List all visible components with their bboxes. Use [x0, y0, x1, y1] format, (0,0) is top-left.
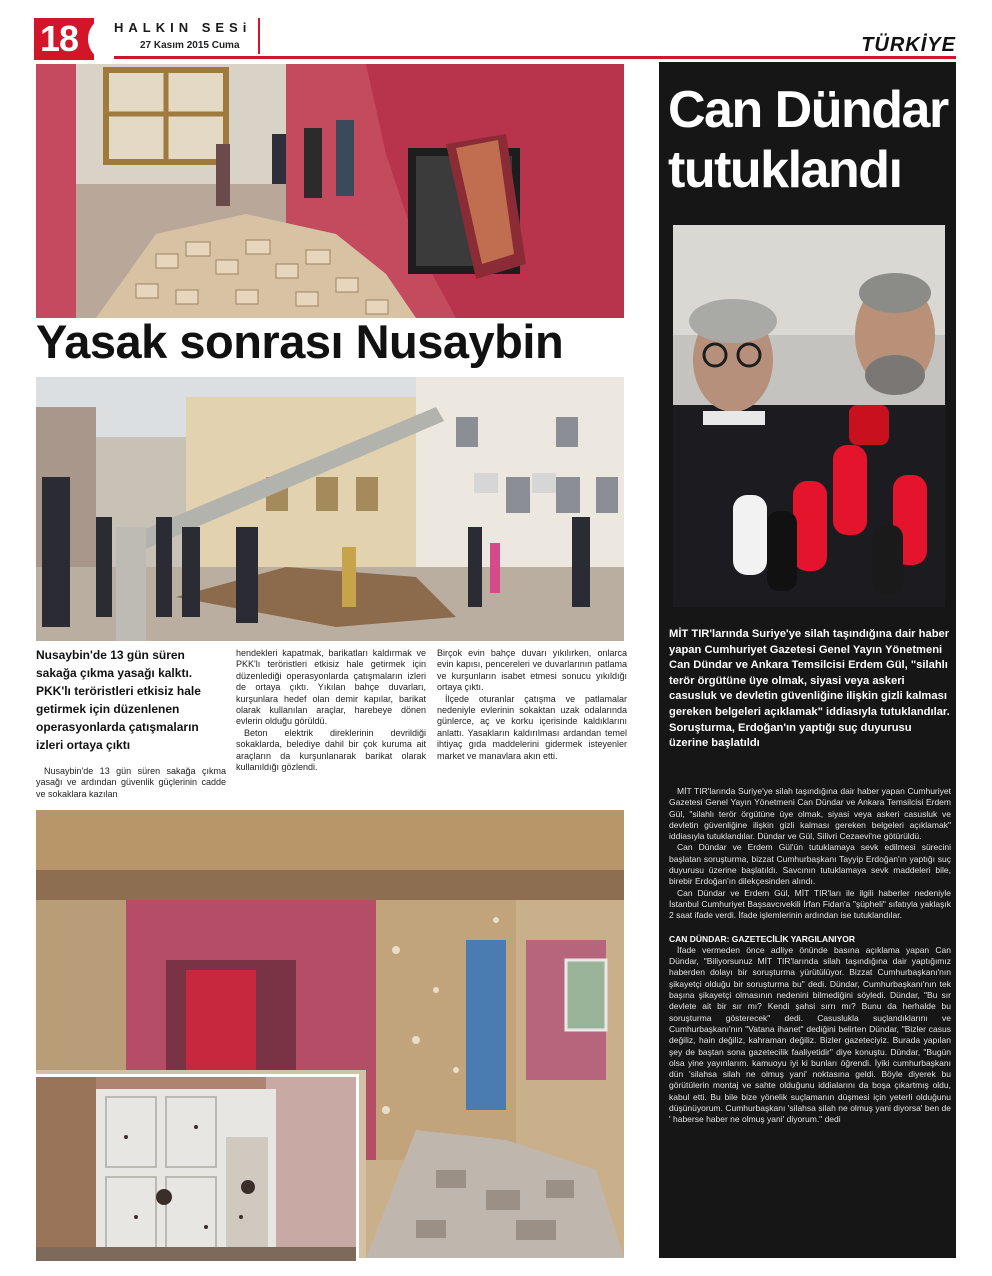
right-headline-line-2: tutuklandı — [668, 141, 902, 199]
right-headline — [668, 80, 953, 200]
paragraph: Can Dündar ve Erdem Gül, MİT TIR'ları ile ilgili haberler nedeniyle İstanbul Cumhuriyet Başsavcıvekili İrfan Fidan'a "şüpheli" sıfatıyla yaklaşık 2 saat ifade verdi. İfade işlemlerinin ardından ise tutuklandılar. — [669, 887, 951, 921]
header-divider — [258, 18, 260, 54]
photo-dundar-gul-press-image — [673, 225, 945, 607]
photo-rubble-house — [36, 64, 624, 318]
left-story-column-2 — [236, 648, 426, 773]
right-story-subhead: CAN DÜNDAR: GAZETECİLİK YARGILANIYOR — [669, 933, 856, 944]
right-headline-line-1: Can Dündar — [668, 81, 948, 139]
newspaper-name: HALKIN SESi — [114, 20, 252, 35]
paragraph: Nusaybin'de 13 gün süren sakağa çıkma yasağı ve ardından güvenlik güçlerinin cadde ve sokaklara kazılan — [36, 766, 226, 799]
paragraph: İlçede oturanlar çatışma ve patlamalar nedeniyle evlerinin sokaktan uzak odalarında günlerce, aç ve korku içerisinde kaldıklarını anlattı. Yasakların kaldırılması ardandan temel ihtiyaç gıda maddelerini gidermek isteyenler market ve manavlara akın etti. — [437, 693, 627, 761]
issue-date: 27 Kasım 2015 Cuma — [140, 40, 240, 51]
left-story-column-3 — [437, 648, 627, 762]
photo-bullet-gate-image — [36, 1077, 356, 1261]
paragraph: MİT TIR'larında Suriye'ye silah taşındığına dair haber yapan Cumhuriyet Gazetesi Genel Yayın Yönetmeni Can Dündar ve Ankara Temsilcisi Erdem Gül, "silahlı terör örgütüne üye olmak, siyasi veya askeri casusluk ve devletin güvenliğine ilişkin gizli kalması gereken belgeleri açıklamak" iddiasıyla tutuklandılar. Dündar ve Gül, Silivri Cezaevi'ne götürüldü. — [669, 786, 951, 842]
right-story-body — [669, 786, 951, 1126]
header-rule — [114, 56, 956, 59]
right-story-lede: MİT TIR'larında Suriye'ye silah taşındığına dair haber yapan Cumhuriyet Gazetesi Genel Yayın Yönetmeni Can Dündar ve Ankara Temsilcisi Erdem Gül, "silahlı terör örgütüne üye olmak, siyasi veya askeri casusluk ve devletin güvenliğine ilişkin gizli kalması gereken belgeleri açıklamak" iddiasıyla tutuklandılar. Soruşturma, Erdoğan'ın yaptığı suç duyurusu üzerine başlatıldı — [669, 628, 950, 750]
photo-street-fallen-pole-image — [36, 377, 624, 641]
photo-street-fallen-pole — [36, 377, 624, 641]
left-headline: Yasak sonrası Nusaybin — [36, 315, 564, 368]
photo-bullet-gate — [36, 1074, 359, 1261]
left-story-lede: Nusaybin'de 13 gün süren sakağa çıkma yasağı kalktı. PKK'lı teröristleri etkisiz hale getirmek için düzenlenen operasyonlarda çatışmaların izleri ortaya çıktı — [36, 648, 201, 752]
paragraph: İfade vermeden önce adliye önünde basına açıklama yapan Can Dündar, "Biliyorsunuz MİT TIR'larında silah taşındığına dair yaptığımız haberden dolayı bir soruşturma yürütülüyor. Bizzat Cumhurbaşkanı'nın şikayetçi olduğu bir soruşturma bu" dedi. Dündar, Cumhurbaşkanı'nın tek başına şikayetçi olmasının nedenini bilmediğini söyledi. Dündar, "Bu sır devlete ait bir sır mı? Kendi şahsi sırrı mı? Bunu da herhalde bu soruşturma gösterecek" dedi. Casuslukla suçlandıklarını ve Cumhurbaşkanı'nın "Vatana ihanet" dediğini belirten Dündar, "Bizler casus değiliz, hain değiliz, kahraman değiliz. Bizler gazeteciyiz. Burada yapılan şey de baştan sona gazetecilik faaliyetidir" diye konuştu. Dündar, "Bugün olsa yine yayınlarım. kamuoyu iyi ki bunları öğrendi. İyiki cumhurbaşkanı dün 'silahsa silah ne olmuş yani' noktasına geldi. Böyle diyerek bu görütülerin montaj ve sahte olduğunu iddialarını da boşa çıkartmış oldu, kabul etti. Bu bile bize yönelik suçlamanın düşmesi için yeterli olduğunu düşünüyorum. Cumhurbaşkanı 'silahsa silah ne olmuş yani diyorsa' ben de ' haberse haber ne olmuş yani' diyorum." dedi — [669, 944, 951, 1125]
paragraph: Birçok evin bahçe duvarı yıkılırken, onlarca evin kapısı, pencereleri ve duvarlarının patlama ve kurşunların isabet etmesi sonucu yıkıldığı ortaya çıktı. — [437, 648, 627, 693]
photo-rubble-house-image — [36, 64, 624, 318]
paragraph: Beton elektrik direklerinin devrildiği sokaklarda, belediye dahil bir çok kuruma ait araçların da kurşunlanarak barikat olarak kullanıldığı gözlendi. — [236, 727, 426, 773]
paragraph: hendekleri kapatmak, barikatları kaldırmak ve PKK'lı teröristleri etkisiz hale getirmek için düzenlediği operasyonlarda çatışmaların izleri de ortaya çıktı. Yıkılan bahçe duvarları, kurşunlara hedef olan demir kapılar, barikat olarak kullanılan araçlar, harebeye dönen evlerin olduğu görüldü. — [236, 648, 426, 727]
section-title: TÜRKİYE — [861, 34, 956, 56]
photo-dundar-gul-press — [673, 225, 945, 607]
left-story-column-1 — [36, 766, 226, 800]
page-number: 18 — [34, 18, 94, 60]
paragraph: Can Dündar ve Erdem Gül'ün tutuklamaya sevk edilmesi sürecini başlatan soruşturma, bizzat Cumhurbaşkanı Tayyip Erdoğan'ın yaptığı suç duyurusu üzerine başlatıldı. Savcının tutuklamaya sevk maddeleri bile, birebir Erdoğan'ın dilekçesinden alındı. — [669, 842, 951, 887]
